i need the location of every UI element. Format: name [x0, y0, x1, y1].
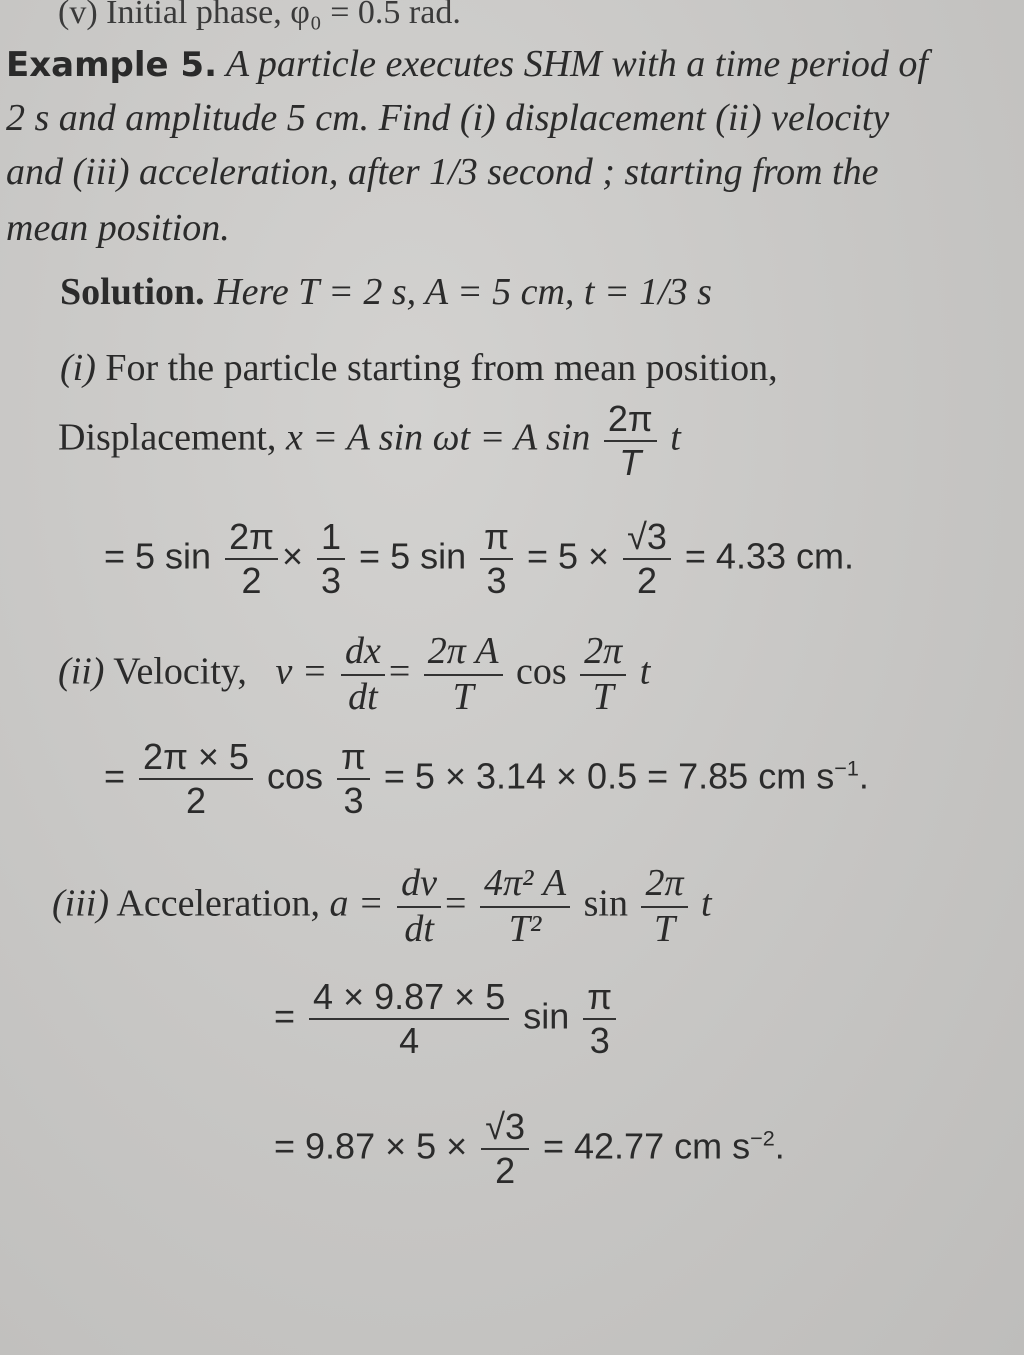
part-i-intro-text: For the particle starting from mean position,: [105, 347, 778, 389]
equals: =: [388, 650, 411, 693]
period: .: [774, 1125, 785, 1167]
frac-num: √3: [481, 1108, 529, 1150]
frac-den: 3: [589, 1019, 610, 1061]
frac-num: 2π: [225, 518, 278, 560]
equals: =: [445, 882, 467, 925]
frac-num: dx: [341, 632, 385, 676]
frac-den: dt: [348, 675, 378, 718]
frac-num: 1: [317, 518, 345, 560]
displacement-eq: x = A sin ωt = A sin: [285, 416, 591, 459]
velocity-formula: [58, 632, 650, 718]
example-label: Example 5.: [6, 45, 217, 85]
exponent: −2: [750, 1125, 775, 1151]
frac-den: T: [592, 675, 614, 718]
v-eq: v =: [275, 650, 328, 693]
displacement-result: = 4.33 cm.: [684, 535, 854, 577]
previous-item-text: Initial phase, φ₀ = 0.5 rad.: [106, 0, 461, 31]
cos: cos: [266, 755, 324, 797]
acceleration-result: = 42.77 cm s: [542, 1125, 751, 1167]
times: ×: [281, 535, 303, 577]
frac-num: 2π: [604, 400, 657, 442]
exponent: −1: [834, 755, 859, 781]
calc-a: = 5 sin: [104, 535, 212, 577]
frac-num: 2π: [641, 864, 687, 908]
frac-den: 2: [495, 1149, 516, 1191]
acceleration-step-3: [274, 1108, 785, 1190]
acceleration-label: Acceleration,: [116, 882, 320, 925]
velocity-calculation: [104, 738, 869, 820]
frac-num: √3: [623, 518, 671, 560]
calc-b: = 5 sin: [359, 535, 467, 577]
frac-den: T: [452, 675, 474, 718]
frac-den: dt: [404, 907, 434, 950]
example-line-3: and (iii) acceleration, after 1/3 second ; starting from the: [6, 151, 879, 193]
frac-num: π: [583, 978, 616, 1020]
frac-num: 2π × 5: [139, 738, 253, 780]
frac-den: 3: [343, 779, 364, 821]
sin: sin: [523, 995, 570, 1037]
frac-num: π: [337, 738, 370, 780]
previous-item-label: (v): [58, 0, 98, 31]
part-ii-label: (ii): [58, 650, 105, 693]
t-var: t: [701, 882, 712, 925]
acceleration-step-2: [274, 978, 620, 1060]
equals: =: [104, 755, 126, 797]
example-line-1: [6, 42, 928, 86]
frac-den: 4: [399, 1019, 420, 1061]
frac-den: 3: [321, 559, 342, 601]
period: .: [858, 755, 869, 797]
calc-c: = 5 ×: [527, 535, 610, 577]
t-var: t: [670, 416, 681, 459]
displacement-calculation: [104, 518, 854, 600]
example-line-4: mean position.: [6, 207, 230, 249]
t-var: t: [639, 650, 651, 693]
frac-num: dv: [397, 864, 441, 908]
acceleration-formula: [52, 864, 712, 950]
displacement-label: Displacement,: [58, 416, 277, 459]
frac-den: T²: [508, 907, 542, 950]
frac-den: T: [619, 441, 642, 483]
part-iii-label: (iii): [52, 882, 109, 925]
equals: =: [274, 995, 296, 1037]
frac-num: 2π A: [424, 632, 503, 676]
frac-den: T: [653, 907, 676, 950]
frac-num: 4π² A: [480, 864, 570, 908]
frac-den: 3: [486, 559, 507, 601]
frac-den: 2: [636, 559, 657, 601]
calc-a: = 9.87 × 5 ×: [274, 1125, 468, 1167]
previous-item-line: [58, 0, 461, 32]
a-eq: a =: [329, 882, 384, 925]
frac-den: 2: [241, 559, 262, 601]
example-line-2: 2 s and amplitude 5 cm. Find (i) displacement (ii) velocity: [6, 97, 890, 139]
part-i-label: (i): [60, 347, 96, 389]
frac-den: 2: [185, 779, 207, 821]
velocity-label: Velocity,: [113, 650, 247, 693]
example-text: A particle executes SHM with a time period of: [225, 43, 928, 85]
frac-num: 2π: [580, 632, 626, 676]
frac-num: 4 × 9.87 × 5: [309, 978, 509, 1020]
cos: cos: [516, 650, 567, 693]
velocity-result: = 5 × 3.14 × 0.5 = 7.85 cm s: [383, 755, 835, 797]
solution-given: [60, 270, 712, 314]
solution-label: Solution.: [60, 271, 205, 313]
sin: sin: [583, 882, 628, 925]
displacement-formula: [58, 400, 681, 482]
frac-num: π: [480, 518, 513, 560]
given-values: Here T = 2 s, A = 5 cm, t = 1/3 s: [214, 271, 712, 313]
part-i-intro: [60, 346, 778, 390]
